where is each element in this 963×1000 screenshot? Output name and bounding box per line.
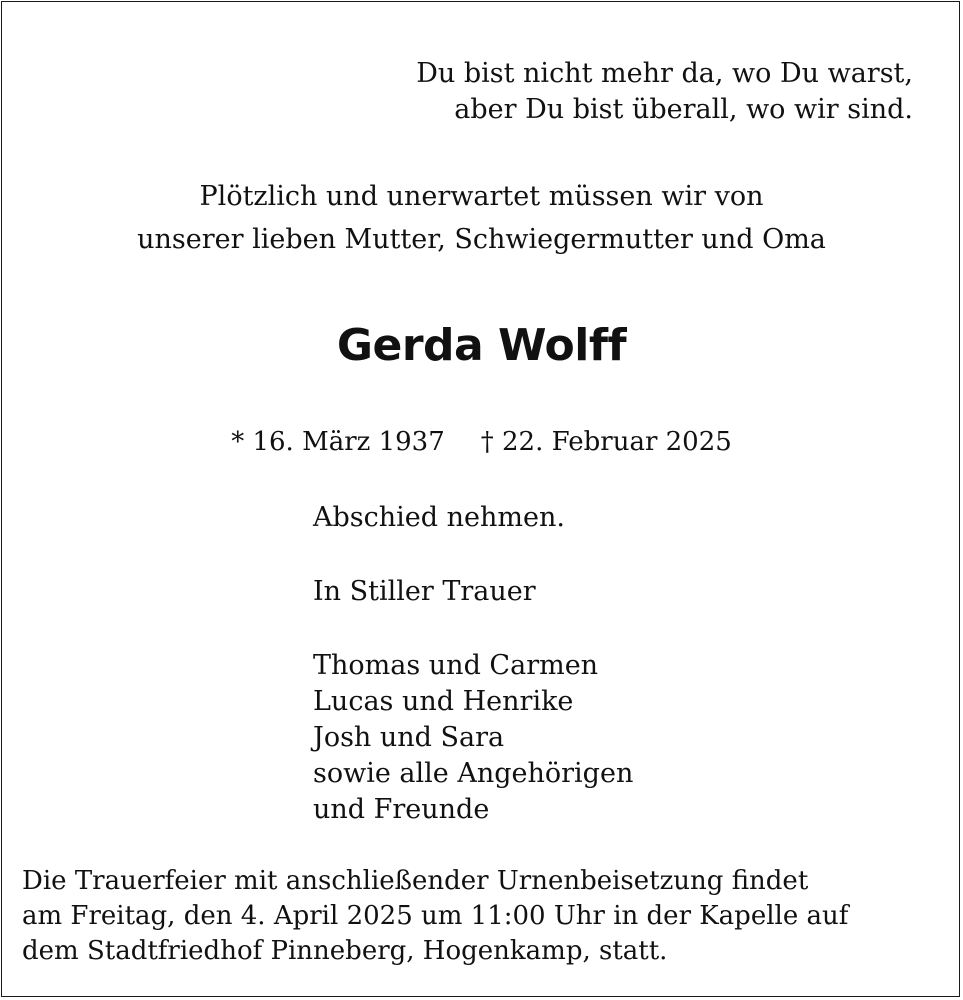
- signer-1: Thomas und Carmen: [313, 650, 599, 681]
- deceased-name: Gerda Wolff: [336, 320, 627, 371]
- notice-border: [1, 1, 960, 997]
- service-line-1: Die Trauerfeier mit anschließender Urnenbeisetzung findet: [22, 866, 809, 896]
- signer-5: und Freunde: [313, 794, 490, 825]
- service-line-2: am Freitag, den 4. April 2025 um 11:00 Uhr in der Kapelle auf: [22, 901, 849, 931]
- intro-line-1: Plötzlich und unerwartet müssen wir von: [199, 181, 764, 212]
- mourning-text: In Stiller Trauer: [313, 576, 536, 607]
- service-line-3: dem Stadtfriedhof Pinneberg, Hogenkamp, statt.: [22, 936, 668, 966]
- signer-4: sowie alle Angehörigen: [313, 758, 634, 789]
- death-date: † 22. Februar 2025: [480, 427, 732, 457]
- life-dates: [0, 424, 963, 460]
- motto-line-2: aber Du bist überall, wo wir sind.: [454, 94, 913, 125]
- birth-date: * 16. März 1937: [231, 427, 445, 457]
- intro-line-2: unserer lieben Mutter, Schwiegermutter und Oma: [137, 224, 826, 255]
- signer-2: Lucas und Henrike: [313, 686, 574, 717]
- farewell-text: Abschied nehmen.: [313, 502, 565, 533]
- motto-line-1: Du bist nicht mehr da, wo Du warst,: [416, 58, 913, 89]
- signer-3: Josh und Sara: [313, 722, 505, 753]
